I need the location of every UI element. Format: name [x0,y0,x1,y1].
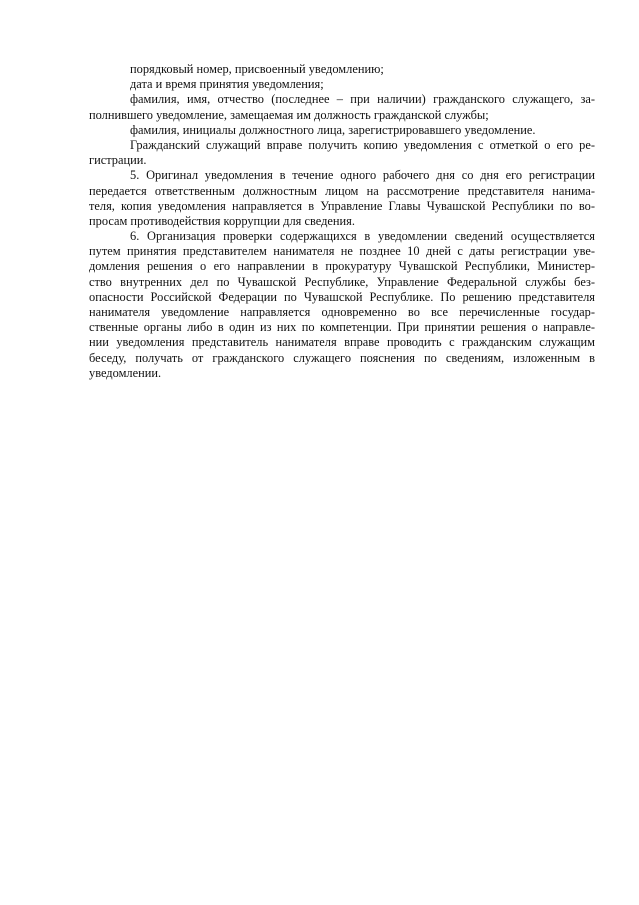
text-line: домления решения о его направлении в прокуратуру Чувашской Республики, Министер- [89,259,595,274]
text-line: 5. Оригинал уведомления в течение одного рабочего дня со дня его регистрации [130,168,595,183]
text-line: теля, копия уведомления направляется в Управление Главы Чувашской Республики по во- [89,198,595,213]
text-line: беседу, получать от гражданского служащего пояснения по сведениям, изложенным в [89,350,595,365]
text-line: фамилия, имя, отчество (последнее – при наличии) гражданского служащего, за- [130,92,595,107]
text-line: ство внутренних дел по Чувашской Республике, Управление Федеральной службы без- [89,274,595,289]
text-line: порядковый номер, присвоенный уведомлению; [130,62,384,76]
text-line: уведомлении. [89,365,162,380]
text-line: дата и время принятия уведомления; [130,77,324,92]
document-body [89,62,595,381]
text-line: опасности Российской Федерации по Чувашской Республике. По решению представителя [89,289,595,304]
text-line: полнившего уведомление, замещаемая им должность гражданской службы; [89,107,489,122]
text-line: Гражданский служащий вправе получить копию уведомления с отметкой о его ре- [130,137,595,152]
text-line: фамилия, инициалы должностного лица, зарегистрировавшего уведомление. [130,122,536,137]
text-line: ственные органы либо в один из них по компетенции. При принятии решения о направле- [89,320,595,335]
text-line: нанимателя уведомление направляется одновременно во все перечисленные государ- [89,305,595,319]
text-line: гистрации. [89,153,147,168]
text-line: передается ответственным должностным лицом на рассмотрение представителя нанима- [89,183,595,198]
text-line: просам противодействия коррупции для сведения. [89,213,355,228]
text-line: 6. Организация проверки содержащихся в уведомлении сведений осуществляется [130,229,595,244]
text-line: путем принятия представителем нанимателя не позднее 10 дней с даты регистрации уве- [89,244,595,259]
text-line: нии уведомления представитель нанимателя вправе проводить с гражданским служащим [89,335,595,350]
